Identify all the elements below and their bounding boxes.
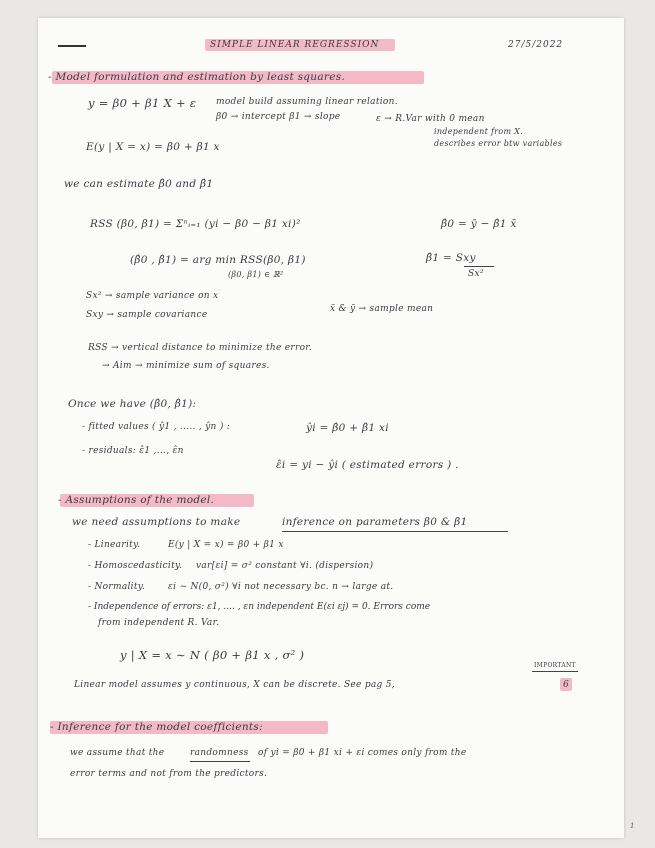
- page-number: 1: [630, 822, 635, 830]
- rss-note-2: → Aim → minimize sum of squares.: [102, 361, 270, 371]
- independence-text-2: from independent R. Var.: [98, 618, 220, 628]
- normality-text: εi ∼ N(0, σ²) ∀i not necessary bc. n → large at.: [168, 582, 394, 592]
- randomness-underline: [190, 761, 250, 762]
- fraction-bar: [464, 266, 494, 267]
- residuals-label: - residuals: ε̂1 ,..., ε̂n: [82, 446, 184, 456]
- important-underline: [532, 671, 578, 672]
- normality-label: - Normality.: [88, 582, 146, 592]
- once-have: Once we have (β̂0, β̂1):: [68, 398, 197, 410]
- inference-underline: [282, 531, 508, 532]
- conditional-distribution: y | X = x ∼ N ( β0 + β1 x , σ² ): [120, 648, 305, 662]
- linear-model-note: Linear model assumes y continuous, X can be discrete. See pag 5,: [74, 680, 395, 690]
- assumptions-intro-a: we need assumptions to make: [72, 516, 241, 528]
- section-heading-formulation: - Model formulation and estimation by least squares.: [48, 71, 346, 83]
- inference-line-1a: we assume that the: [70, 748, 165, 758]
- model-equation: y = β0 + β1 X + ε: [88, 96, 197, 110]
- inference-line-1b: randomness: [190, 748, 249, 758]
- error-note-2: independent from X.: [434, 127, 524, 136]
- sx2-definition: Sx² → sample variance on x: [86, 291, 219, 301]
- rss-note-1: RSS → vertical distance to minimize the error.: [88, 343, 313, 353]
- error-note-3: describes error btw variables: [434, 139, 563, 148]
- expectation-equation: E(y | X = x) = β0 + β1 x: [86, 141, 220, 153]
- error-note-1: ε → R.Var with 0 mean: [376, 114, 485, 124]
- beta0-hat-formula: β̂0 = ȳ − β̂1 x̄: [441, 218, 517, 230]
- assumptions-intro-b: inference on parameters β0 & β1: [282, 516, 468, 528]
- fitted-values-equation: ŷi = β̂0 + β̂1 xi: [306, 422, 389, 434]
- argmin-subscript: (β0, β1) ∈ ℝ²: [228, 270, 284, 279]
- linearity-text: E(y | X = x) = β0 + β1 x: [168, 540, 284, 550]
- residuals-equation: ε̂i = yi − ŷi ( estimated errors ) .: [276, 459, 459, 471]
- estimate-intro: we can estimate β̂0 and β̂1: [64, 178, 214, 190]
- params-note: β0 → intercept β1 → slope: [216, 112, 341, 122]
- independence-text-1: - Independence of errors: ε1, .... , εn independent E(εi εj) = 0. Errors come: [88, 602, 431, 612]
- important-label: IMPORTANT: [534, 662, 576, 669]
- argmin-equation: (β̂0 , β̂1) = arg min RSS(β0, β1): [130, 254, 306, 266]
- section-heading-inference: - Inference for the model coefficients:: [50, 721, 263, 733]
- page-date: 27/5/2022: [508, 40, 564, 50]
- means-definition: x̄ & ȳ → sample mean: [330, 304, 434, 314]
- beta1-hat-denominator: Sx²: [468, 269, 484, 279]
- page-ref: 6: [563, 680, 570, 690]
- rss-equation: RSS (β0, β1) = Σⁿᵢ₌₁ (yi − β0 − β1 xi)²: [90, 218, 301, 230]
- margin-dash: [58, 45, 86, 47]
- homoscedasticity-label: - Homoscedasticity.: [88, 561, 183, 571]
- homoscedasticity-text: var[εi] = σ² constant ∀i. (dispersion): [196, 561, 374, 571]
- beta1-hat-numerator: β̂1 = Sxy: [426, 252, 476, 264]
- inference-line-1c: of yi = β0 + β1 xi + εi comes only from the: [258, 748, 467, 758]
- page-title: SIMPLE LINEAR REGRESSION: [210, 40, 380, 50]
- sxy-definition: Sxy → sample covariance: [86, 310, 208, 320]
- model-note: model build assuming linear relation.: [216, 97, 398, 107]
- fitted-values-label: - fitted values ( ŷ1 , ..... , ŷn ) :: [82, 422, 231, 432]
- notebook-page: [38, 18, 635, 838]
- linearity-label: - Linearity.: [88, 540, 141, 550]
- inference-line-2: error terms and not from the predictors.: [70, 769, 268, 779]
- section-heading-assumptions: - Assumptions of the model.: [58, 494, 215, 506]
